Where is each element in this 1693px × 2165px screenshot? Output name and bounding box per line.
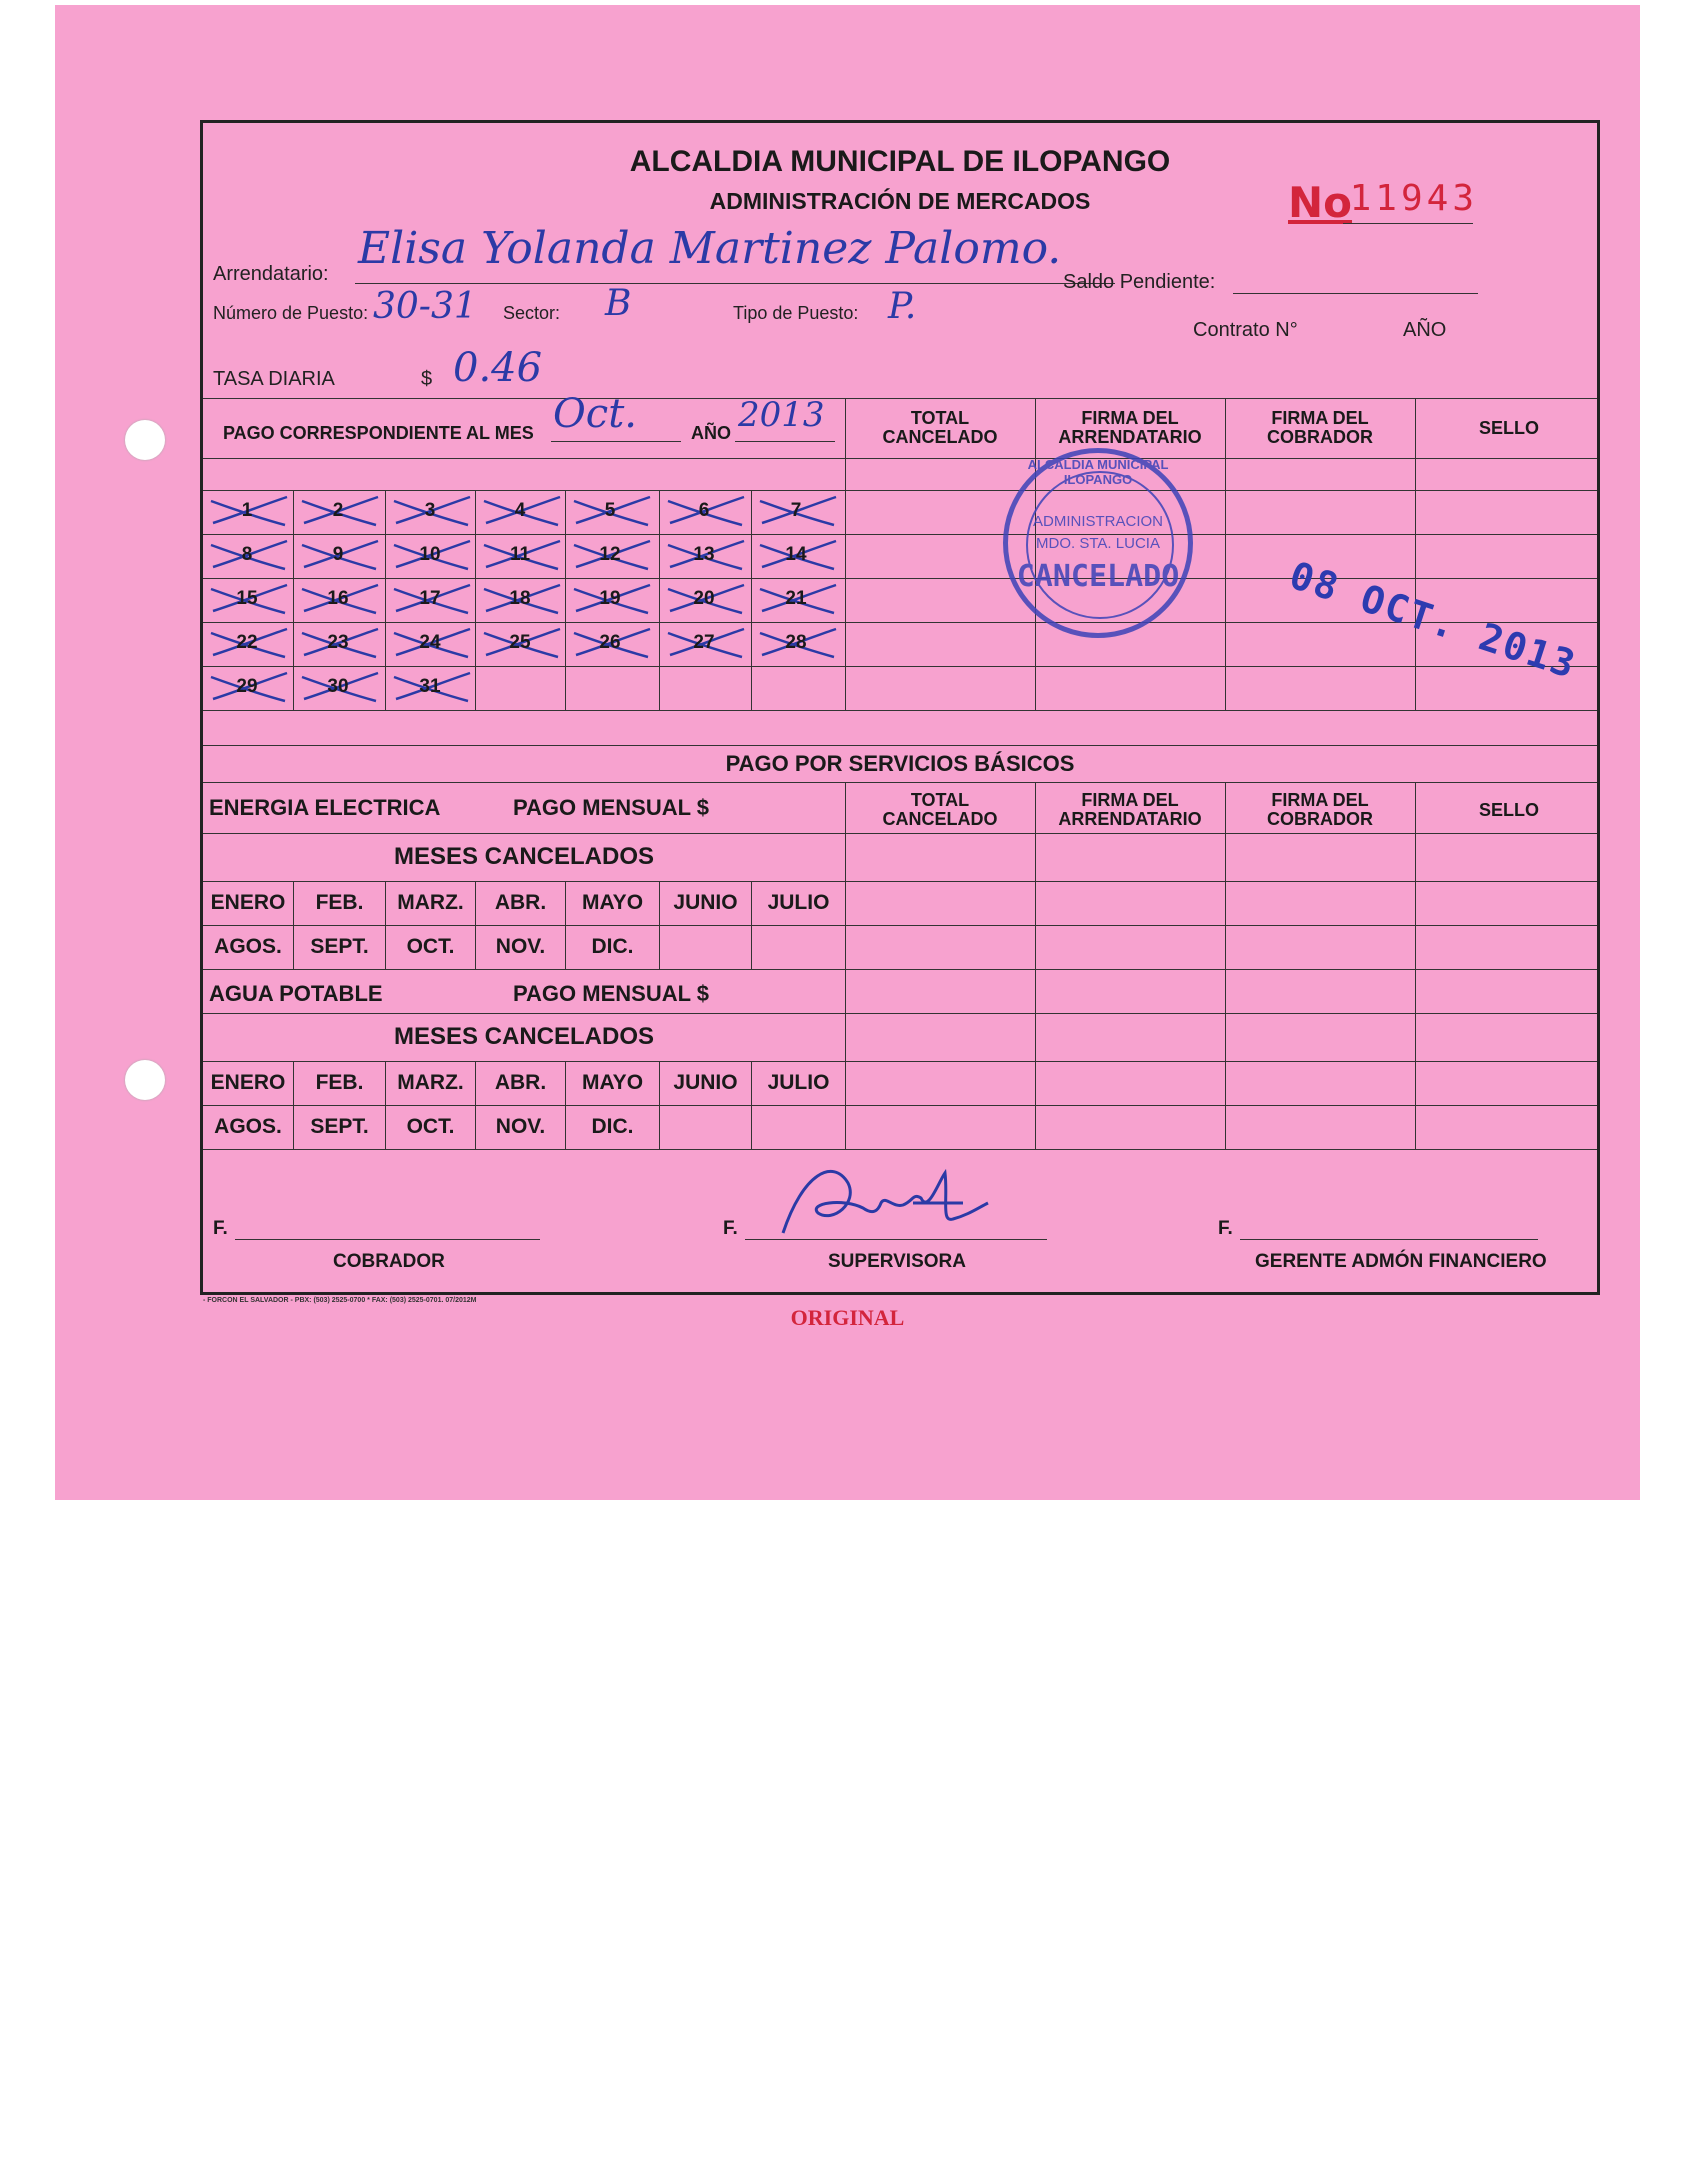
year-value: 2013 — [738, 395, 825, 435]
day-cell — [752, 579, 840, 619]
month-cell: JULIO — [767, 891, 830, 914]
day-cell — [294, 491, 382, 531]
sig-f-cobrador: F. — [213, 1218, 228, 1239]
services-col-firma-arrendatario: FIRMA DEL ARRENDATARIO — [1058, 790, 1202, 829]
energia-meses-cancelados: MESES CANCELADOS — [393, 843, 655, 870]
day-number: 4 — [514, 500, 526, 521]
col-total-header: TOTAL CANCELADO — [882, 408, 998, 447]
receipt-number-line — [1343, 223, 1473, 224]
day-number: 23 — [327, 632, 349, 653]
day-number: 16 — [327, 588, 349, 609]
month-cell: ABR. — [494, 891, 547, 914]
day-cell — [294, 667, 382, 707]
day-cell — [566, 579, 654, 619]
col-firma-cobrador-header: FIRMA DEL COBRADOR — [1267, 408, 1373, 447]
day-number: 17 — [419, 588, 441, 609]
day-number: 25 — [509, 632, 531, 653]
day-cell — [566, 535, 654, 575]
day-number: 21 — [785, 588, 807, 609]
services-col-sello: SELLO — [1478, 800, 1539, 820]
services-title: PAGO POR SERVICIOS BÁSICOS — [725, 751, 1075, 776]
day-number: 28 — [785, 632, 807, 653]
month-line — [551, 441, 681, 442]
day-cell — [476, 623, 564, 663]
grid-vline — [1415, 398, 1416, 710]
cancelado-stamp — [1003, 448, 1193, 638]
month-cell: SEPT. — [310, 1115, 369, 1138]
day-number: 20 — [693, 588, 715, 609]
receipt-frame — [200, 120, 1600, 1295]
sig-label-supervisora: SUPERVISORA — [828, 1251, 966, 1272]
day-cell — [566, 491, 654, 531]
day-cell — [294, 623, 382, 663]
numero-puesto-value: 30-31 — [373, 286, 477, 327]
receipt-sheet — [55, 5, 1640, 1500]
department-subtitle: ADMINISTRACIÓN DE MERCADOS — [709, 188, 1091, 214]
day-number: 3 — [424, 500, 436, 521]
day-number: 26 — [599, 632, 621, 653]
month-cell: AGOS. — [214, 935, 282, 958]
month-cell: JUNIO — [673, 891, 738, 914]
day-number: 30 — [327, 676, 349, 697]
day-number: 10 — [419, 544, 441, 565]
grid-line — [203, 969, 1597, 970]
day-cell — [386, 535, 474, 575]
day-cell — [752, 623, 840, 663]
stamp-line3: CANCELADO — [1016, 559, 1180, 594]
copy-label: ORIGINAL — [790, 1305, 905, 1330]
supervisora-signature — [763, 1153, 1003, 1253]
grid-vline — [1225, 782, 1226, 1149]
grid-vline — [1415, 782, 1416, 1149]
grid-vline — [845, 782, 846, 1149]
col-firma-arrendatario-header: FIRMA DEL ARRENDATARIO — [1058, 408, 1202, 447]
month-cell: DIC. — [591, 1115, 634, 1138]
day-cell — [752, 491, 840, 531]
day-cell — [660, 491, 748, 531]
day-cell — [752, 535, 840, 575]
grid-line — [203, 881, 1597, 882]
sig-label-cobrador: COBRADOR — [333, 1251, 445, 1272]
month-cell: FEB. — [315, 1071, 364, 1094]
day-cell — [660, 535, 748, 575]
sig-label-gerente: GERENTE ADMÓN FINANCIERO — [1255, 1251, 1547, 1272]
day-number: 29 — [236, 676, 258, 697]
month-cell: OCT. — [406, 1115, 455, 1138]
day-cell — [203, 535, 291, 575]
sector-label: Sector: — [503, 303, 561, 323]
day-number: 22 — [236, 632, 258, 653]
tasa-value: 0.46 — [453, 345, 543, 391]
grid-vline — [1035, 782, 1036, 1149]
month-cell: MARZ. — [397, 891, 464, 914]
tipo-puesto-label: Tipo de Puesto: — [733, 303, 859, 323]
punch-hole-bottom — [125, 1060, 165, 1100]
day-number: 12 — [599, 544, 621, 565]
arrendatario-line — [355, 283, 1115, 284]
arrendatario-value: Elisa Yolanda Martinez Palomo. — [358, 223, 1062, 274]
day-cell — [203, 491, 291, 531]
stamp-line2: MDO. STA. LUCIA — [1036, 535, 1160, 552]
day-number: 13 — [693, 544, 715, 565]
punch-hole-top — [125, 420, 165, 460]
month-cell: ENERO — [210, 1071, 286, 1094]
day-number: 2 — [332, 500, 344, 521]
sig-f-supervisora: F. — [723, 1218, 738, 1239]
services-col-total: TOTAL CANCELADO — [882, 790, 998, 829]
day-cell — [660, 579, 748, 619]
month-value: Oct. — [553, 391, 637, 437]
day-cell — [660, 623, 748, 663]
day-cell — [386, 491, 474, 531]
sig-f-gerente: F. — [1218, 1218, 1233, 1239]
month-cell: MAYO — [581, 891, 644, 914]
grid-line — [203, 710, 1597, 711]
day-cell — [294, 535, 382, 575]
sig-line-gerente — [1240, 1239, 1538, 1240]
grid-line — [203, 1149, 1597, 1150]
day-cell — [386, 667, 474, 707]
day-number: 15 — [236, 588, 258, 609]
energia-pago-mensual: PAGO MENSUAL $ — [513, 795, 709, 820]
month-cell: OCT. — [406, 935, 455, 958]
day-number: 1 — [241, 500, 253, 521]
receipt-number: 11943 — [1349, 178, 1478, 219]
numero-puesto-label: Número de Puesto: — [213, 303, 369, 323]
day-cell — [203, 623, 291, 663]
day-cell — [476, 535, 564, 575]
services-col-firma-cobrador: FIRMA DEL COBRADOR — [1267, 790, 1373, 829]
month-cell: SEPT. — [310, 935, 369, 958]
month-cell: FEB. — [315, 891, 364, 914]
agua-meses-cancelados: MESES CANCELADOS — [393, 1023, 655, 1050]
municipality-title: ALCALDIA MUNICIPAL DE ILOPANGO — [629, 145, 1171, 178]
day-cell — [203, 667, 291, 707]
day-number: 7 — [790, 500, 802, 521]
agua-pago-mensual: PAGO MENSUAL $ — [513, 981, 709, 1006]
date-stamp: 08 OCT. 2013 — [1284, 553, 1582, 688]
day-number: 24 — [419, 632, 441, 653]
stamp-ring-text: ALCALDIA MUNICIPAL ILOPANGO — [1027, 457, 1169, 487]
tasa-label: TASA DIARIA — [213, 368, 335, 390]
stamp-line1: ADMINISTRACION — [1032, 513, 1163, 530]
month-cell: DIC. — [591, 935, 634, 958]
energia-label: ENERGIA ELECTRICA — [209, 795, 441, 820]
day-number: 19 — [599, 588, 621, 609]
col-sello-header: SELLO — [1478, 418, 1539, 438]
day-number: 14 — [785, 544, 807, 565]
month-cell: MAYO — [581, 1071, 644, 1094]
arrendatario-label: Arrendatario: — [213, 263, 329, 285]
tasa-currency: $ — [421, 368, 433, 390]
day-number: 6 — [698, 500, 710, 521]
grid-line — [203, 925, 1597, 926]
year-line — [735, 441, 835, 442]
month-cell: AGOS. — [214, 1115, 282, 1138]
grid-line — [203, 833, 1597, 834]
grid-line — [203, 1061, 1597, 1062]
saldo-label: Saldo Pendiente: — [1063, 271, 1216, 293]
day-number: 8 — [241, 544, 253, 565]
grid-line — [203, 458, 1597, 459]
day-cell — [386, 623, 474, 663]
month-label: PAGO CORRESPONDIENTE AL MES — [223, 423, 534, 443]
grid-line — [203, 782, 1597, 783]
grid-line — [203, 745, 1597, 746]
sector-value: B — [605, 283, 632, 324]
day-cell — [203, 579, 291, 619]
day-number: 11 — [509, 544, 531, 565]
day-number: 18 — [509, 588, 531, 609]
month-cell: NOV. — [495, 1115, 546, 1138]
tipo-puesto-value: P. — [888, 286, 917, 327]
month-cell: ENERO — [210, 891, 286, 914]
receipt-number-label: No — [1288, 178, 1353, 227]
sig-line-cobrador — [235, 1239, 540, 1240]
month-cell: JULIO — [767, 1071, 830, 1094]
grid-line — [203, 1013, 1597, 1014]
day-number: 5 — [604, 500, 616, 521]
month-cell: NOV. — [495, 935, 546, 958]
month-cell: MARZ. — [397, 1071, 464, 1094]
agua-label: AGUA POTABLE — [209, 981, 383, 1006]
contrato-anio-label: AÑO — [1403, 319, 1447, 341]
day-cell — [386, 579, 474, 619]
contrato-label: Contrato N° — [1193, 319, 1298, 341]
month-cell: ABR. — [494, 1071, 547, 1094]
day-cell — [476, 579, 564, 619]
day-number: 9 — [332, 544, 344, 565]
printer-imprint: - FORCON EL SALVADOR - PBX: (503) 2525-0700 * FAX: (503) 2525-0701. 07/2012M — [203, 1297, 477, 1304]
day-cell — [294, 579, 382, 619]
year-label: AÑO — [691, 423, 731, 443]
month-cell: JUNIO — [673, 1071, 738, 1094]
saldo-line — [1233, 293, 1478, 294]
day-cell — [566, 623, 654, 663]
day-number: 31 — [419, 676, 441, 697]
day-number: 27 — [693, 632, 715, 653]
grid-line — [203, 398, 1597, 399]
grid-line — [203, 1105, 1597, 1106]
day-cell — [476, 491, 564, 531]
